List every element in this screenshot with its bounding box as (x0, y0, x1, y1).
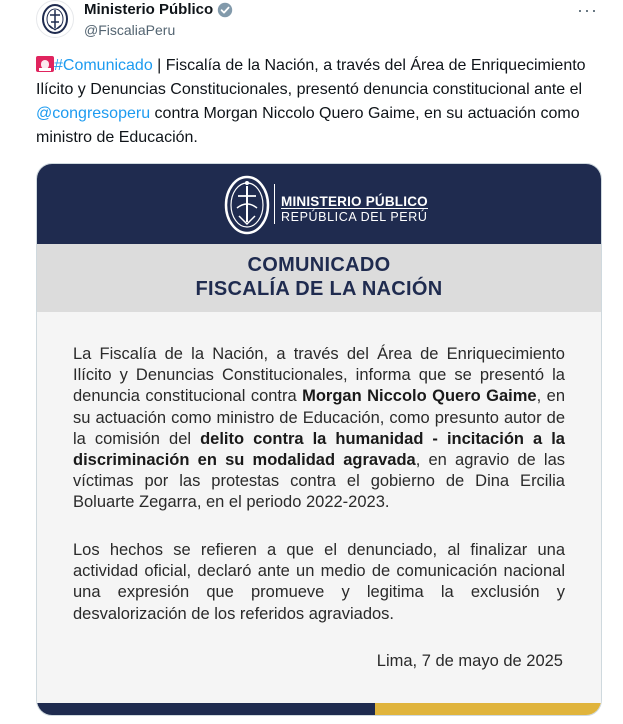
more-options-icon[interactable]: ··· (577, 0, 598, 20)
p1-text-a: La Fiscalía de la Nación, a través del Área de Enriquecimiento Ilícito y Denuncias Constitucionales, informa que se presentó la denuncia constitucional contra (73, 345, 565, 406)
tweet-header (36, 0, 616, 40)
user-handle[interactable]: @FiscaliaPeru (84, 22, 176, 38)
display-name[interactable]: Ministerio Público (84, 1, 214, 18)
hashtag-link[interactable]: #Comunicado (54, 57, 153, 74)
seal-icon (40, 3, 70, 35)
footer-bar-navy (37, 703, 375, 715)
title-band (37, 244, 601, 312)
header-divider (274, 184, 275, 224)
verified-badge-icon (217, 2, 233, 18)
rotating-light-icon (36, 56, 54, 72)
communique-subtitle: FISCALÍA DE LA NACIÓN (195, 278, 443, 300)
paragraph-1 (73, 344, 565, 514)
paragraph-2: Los hechos se refieren a que el denunciado, al finalizar una actividad oficial, declaró ante un medio de comunicación nacional una expresión que promueve y legitima la exclusión y desvalorización de los referidos agraviados. (73, 541, 565, 623)
footer-bar-gold (375, 703, 601, 715)
mention-link[interactable]: @congresoperu (36, 105, 151, 122)
p1-charge: delito contra la humanidad - incitación a la discriminación en su modalidad agravada (73, 429, 565, 470)
tweet-text (36, 54, 606, 150)
avatar[interactable] (36, 0, 74, 38)
org-name: MINISTERIO PÚBLICO (281, 194, 428, 209)
org-subtitle: REPÚBLICA DEL PERÚ (281, 210, 428, 224)
p1-accused-name: Morgan Niccolo Quero Gaime (302, 387, 537, 406)
communique-title: COMUNICADO (247, 254, 391, 276)
tweet-text-part1: | Fiscalía de la Nación, a través del Área de Enriquecimiento Ilícito y Denuncias Constitucionales, presentó denuncia constitucional ante el (36, 57, 586, 98)
display-name-row[interactable] (84, 0, 233, 20)
tweet-text-part2: contra Morgan Niccolo Quero Gaime, en su actuación como ministro de Educación. (36, 105, 580, 146)
p1-text-e: , en agravio de las víctimas por las protestas contra el gobierno de Dina Ercilia Boluarte Zegarra, en el periodo 2022-2023. (73, 451, 565, 512)
footer-color-bar (37, 703, 601, 715)
ministry-seal-icon (223, 174, 271, 236)
communique-date: Lima, 7 de mayo de 2025 (376, 652, 563, 670)
card-header (37, 164, 601, 244)
communique-body (37, 312, 601, 704)
attached-image[interactable] (36, 163, 602, 716)
p1-text-c: , en su actuación como ministro de Educación, como presunto autor de la comisión del (73, 387, 565, 448)
